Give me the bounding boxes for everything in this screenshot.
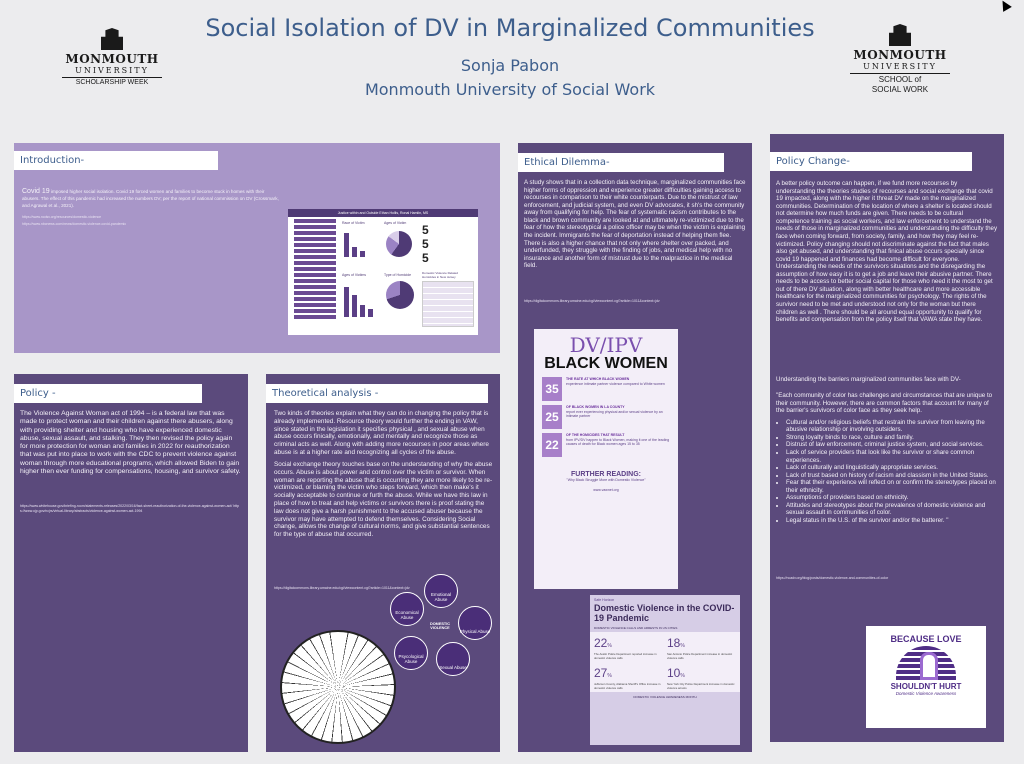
stat-row: 35 THE RATE AT WHICH BLACK WOMEN experience intimate partner violence compared to White women	[542, 377, 670, 401]
barriers-section	[776, 392, 998, 525]
logo-line3: SCHOOL of SOCIAL WORK	[850, 73, 950, 95]
ethical-dilemma-text: A study shows that in a collection data technique, marginalized communities face higher forms of oppression and experience greater difficulties gaining access to recourses in comparison to their white counterparts. Due to the mistrust of law enforcement, and judicial system, and even DV advocates, it sh's the community away from qualifying for help. The fear of systematic racism contributes to the black and brown community are looked at and ultimately re-victimized due to the fear of how the stereotypical a police officer may be when the victim is explaining the incident. Immigrants the fear of deportation instead of helping them flee. There is also a higher chance that not only where shelter over packed, and underfunded, they struggle with the finding of jobs, and medical help with no insurance and another form of mistrust due to the malpractice in the medical field.	[524, 179, 746, 270]
barriers-list	[776, 419, 998, 525]
policy-text: The Violence Against Woman act of 1994 – is a federal law that was made to protect woman and their children against there abusers, along with providing shelter and housing who have experienced domestic abuse, sexual assault, and stalking. They then revised the policy again for more protection for woman and families in 2022 for reauthorization that was put into place to work with the CDC to prevent violence against woman through more educational programs, which allowed Biden to gain higher then ever funding for compensations, housing, and survivor safety.	[20, 410, 241, 475]
nj-homicide-label: Domestic Violence Related Homicides in New Jersey	[422, 271, 458, 279]
covid-dv-title: Domestic Violence in the COVID-19 Pandemic	[594, 603, 735, 623]
covid-stats-grid	[590, 632, 740, 692]
sexual-abuse-bubble: Sexual Abuse	[436, 642, 470, 676]
homicide-type-label: Type of Homicide	[384, 273, 412, 277]
theoretical-analysis-text	[274, 410, 494, 543]
homicide-table	[422, 281, 474, 327]
ethical-dilemma-header: Ethical Dilemma-	[518, 153, 724, 172]
victim-icons-grid	[294, 219, 336, 319]
stat-row: 22 OF THE HOMICIDES THAT RESULT from IPV/DV happen to Black Women, making it one of the leading causes of death for Black women ages 15 to 35	[542, 433, 670, 457]
economical-abuse-bubble: Economical Abuse	[390, 592, 424, 626]
emotional-abuse-bubble: Emotional Abuse	[424, 574, 458, 608]
social-exchange-paragraph: Social exchange theory touches base on the understanding of why the abuse occurs. Abuse is about power and control over the victim or survivor. When woman are reporting the abuse that is occurring they are more likely to be re-victimized, or blaming the victim who steps forward, which then make's it socially acceptable to continue or furth the abuse. While we have this law in place of how to treat and help victims or survivors there is proof stating the law does not give a harsh punishment to the accused abuser because the survivor may have attempted to defend themselves. Considering Social change, allows the change of cultural norms, and give substantial sentences for the type of abuse that occurred.	[274, 460, 493, 539]
homicide-pie-chart	[386, 281, 414, 309]
logo-line1: MONMOUTH	[65, 52, 159, 66]
ethical-dilemma-panel	[518, 143, 752, 752]
author-name: Sonja Pabon	[460, 56, 560, 75]
further-reading-text: "Why Black Struggle More with Domestic Violence"	[566, 478, 646, 482]
ages-of-victims-label: Ages of Victims	[342, 273, 367, 277]
ethical-reference: https://digitalcommons.library.umaine.edu/cgi/viewcontent.cgi?article=1011&context=jdv	[524, 299, 660, 303]
barriers-title: Understanding the barriers marginalized communities face with DV-	[776, 376, 961, 383]
logo-line1: MONMOUTH	[853, 48, 947, 62]
dv-homicide-infographic	[288, 209, 478, 335]
poster-title: Social Isolation of DV in Marginalized Communities	[205, 14, 815, 42]
further-reading-label: FURTHER READING:	[571, 471, 641, 478]
race-bar-chart	[344, 229, 374, 257]
dv-center-text: DOMESTIC VIOLENCE	[429, 622, 451, 630]
race-of-victim-label: Race of Victim	[342, 221, 365, 225]
dv-ipv-black-women-infographic	[534, 329, 678, 589]
physical-abuse-bubble: Physical Abuse	[458, 606, 492, 640]
introduction-text: Covid 19 imposed higher social isolation. Covid 19 forced women and families to become stuck in homes with their abusers. The effect of this pandemic had increased the numbers DV; per the report of national commission on DV (Crossmark, and Agrawal et al., 2021). https://www.ncdsv.org/resources/domestic-violence https://www.nbcnews.com/news/domestic-violence-covid-pandemic	[22, 188, 279, 227]
rainbow-icon	[896, 646, 956, 680]
infographic-title: Justice within and Outside Ethan Hollis, Ronal Hamlin, MS	[288, 209, 478, 217]
policy-references: https://www.whitehouse.gov/briefing-room/statements-releases/2022/03/16/fact-sheet-reauthorization-of-the-violence-against-women-act/ https://www.ojp.gov/ncjrs/virtual-library/abstracts/violence-against-women-act-1994	[20, 504, 240, 513]
affiliation: Monmouth University of Social Work	[364, 80, 656, 99]
badge-bottom-text: SHOULDN'T HURT	[890, 682, 962, 691]
dv-ipv-title: DV/IPV	[569, 333, 643, 357]
list-item: • Assumptions of providers based on ethnicity.	[786, 494, 998, 502]
theory-reference: https://digitalcommons.library.umaine.edu/cgi/viewcontent.cgi?article=1011&context=jdv	[274, 586, 410, 590]
logo-line2: UNIVERSITY	[863, 62, 937, 71]
stat-row: 25 OF BLACK WOMEN IN LA COUNTY report ever experiencing physical and/or sexual violence by an intimate partner	[542, 405, 670, 429]
ages-of-victim-label: Ages of Victim	[384, 221, 407, 225]
list-item: • Attitudes and stereotypes about the prevalence of domestic violence and sexual assault in communities of color.	[786, 502, 998, 517]
list-item: • Lack of culturally and linguistically appropriate services.	[786, 464, 998, 472]
covid-dv-infographic	[590, 595, 740, 745]
black-women-title: BLACK WOMEN	[544, 355, 668, 372]
ages-pie-chart	[386, 231, 412, 257]
policy-header: Policy -	[14, 384, 202, 403]
mouse-cursor-icon	[998, 0, 1012, 12]
list-item: • Legal status in the U.S. of the survivor and/or the batterer. "	[786, 517, 998, 525]
covid-stat: 10% New York City Police Department increase in domestic violence arrests	[667, 665, 735, 690]
covid-dv-footer: DOMESTIC VIOLENCE AWARENESS MONTH	[633, 694, 697, 699]
theoretical-analysis-panel	[266, 374, 500, 752]
list-item: • Distrust of law enforcement, criminal justice system, and social services.	[786, 441, 998, 449]
list-item: • Cultural and/or religious beliefs that restrain the survivor from leaving the abusive relationship or involving outsiders.	[786, 419, 998, 434]
list-item: • Lack of trust based on history of racism and classism in the United States.	[786, 472, 998, 480]
stat-number: 5	[422, 223, 429, 237]
policy-change-header: Policy Change-	[770, 152, 972, 171]
badge-caption: Domestic Violence Awareness	[895, 691, 957, 696]
stat-number: 5	[422, 237, 429, 251]
introduction-header: Introduction-	[14, 151, 218, 170]
stat-number: 5	[422, 251, 429, 265]
list-item: • Fear that their experience will reflect on or confirm the stereotypes placed on their ethnicity.	[786, 479, 998, 494]
psychological-abuse-bubble: Psycological Abuse	[394, 636, 428, 670]
policy-change-text: A better policy outcome can happen, if we fund more recourses by understanding the theories studies of recourses and social exchange that covid 19 impacted, along with the higher it threat DV made on the marginalized communities. Determination of the location of where a shelter is located should not determine how much funds are given. There needs to be cultural competence training as social workers, and law enforcement to understand the needs of those in marginalized communities and understanding the difficulty they face when coming forward, from society, family, and how they may feel re-victimized. Policy changing should not discriminate against the fact that males also get abused, and understanding that finical abuse occurs specially since covid 19 happened and finances had become difficult for everyone. Understanding the needs of the survivors situations and the disregarding the assumption of how easy it is to get a job and leave their abusive partner. There needs to be access to better social capital for those who need it the most to get out of there DV situation, along with better healthcare and more accessible healthcare for the marginalized communities for psychology. The rights of the survivor need to be met and understood not only for the woman but there children as well . There should be all around equal opportunity to qualify for benefits and compensation from the policy itself that VAWA state they have.	[776, 180, 998, 324]
resource-theory-paragraph: Two kinds of theories explain what they can do in changing the policy that is already implemented. Resource theory would further the ending in VAW, since stated in the legislation it specifies physical , and sexual abuse when abuse occurs finically, emotionally, and mentally and recognize those as criminal acts as well. Along with adding more recourses in poor areas where abuse is at a higher rate and recognizing all cycles of the abuse.	[274, 410, 489, 457]
logo-line3: SCHOLARSHIP WEEK	[62, 77, 162, 86]
university-building-icon	[101, 28, 123, 50]
policy-change-reference: https://ncadv.org/blog/posts/domestic-violence-and-communities-of-color	[776, 576, 889, 580]
list-item: • Lack of service providers that look like the survivor or share common experiences.	[786, 449, 998, 464]
awareness-ribbon-icon	[920, 652, 938, 680]
covid-stat: 27% Jefferson County, Alabama Sheriff's Office increase in domestic violence calls	[594, 665, 661, 690]
vawnet-site: www.vawnet.org	[593, 488, 619, 492]
introduction-panel	[14, 143, 500, 353]
because-love-badge	[866, 626, 986, 728]
covid-stat: 22% The Austin Police Department reported increase in domestic violence calls	[594, 635, 657, 660]
policy-panel	[14, 374, 248, 752]
barriers-quote: "Each community of color has challenges and circumstances that are unique to their community. However, there are common factors that account for many of the barrier's survivors of color face as they seek help.	[776, 392, 993, 415]
monmouth-scholarship-logo	[62, 28, 162, 86]
list-item: • Strong loyalty binds to race, culture and family.	[786, 434, 998, 442]
university-building-icon	[889, 24, 911, 46]
monmouth-social-work-logo	[850, 24, 950, 95]
safe-horizon-logo: Safe Horizon	[594, 598, 615, 602]
covid-stat: 18% San Antonio Police Department increase in domestic violence calls	[667, 635, 733, 660]
theoretical-analysis-header: Theoretical analysis -	[266, 384, 488, 403]
policy-change-panel	[770, 134, 1004, 742]
badge-top-text: BECAUSE LOVE	[890, 634, 962, 644]
logo-line2: UNIVERSITY	[75, 66, 149, 75]
ages-bar-chart	[344, 281, 380, 317]
covid-dv-subtitle: DOMESTIC VIOLENCE CALLS AND ARRESTS IN US CITIES	[594, 625, 678, 630]
power-control-wheel-image	[280, 630, 396, 744]
